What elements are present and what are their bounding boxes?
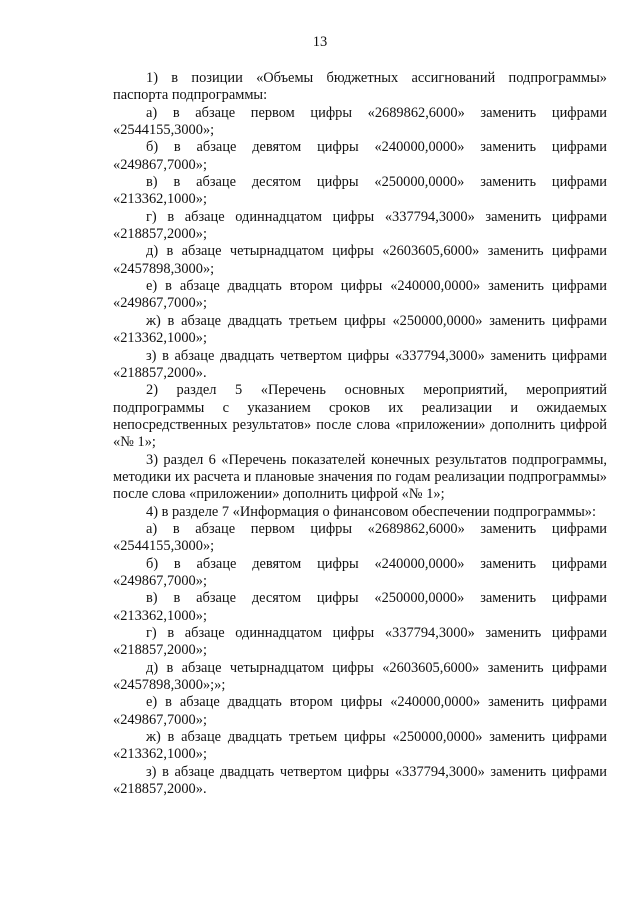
paragraph-item-4e: д) в абзаце четырнадцатом цифры «2603605,6000» заменить цифрами «2457898,3000»;»; xyxy=(113,659,607,694)
paragraph-item-1a: а) в абзаце первом цифры «2689862,6000» заменить цифрами «2544155,3000»; xyxy=(113,104,607,139)
paragraph-item-1g: ж) в абзаце двадцать третьем цифры «250000,0000» заменить цифрами «213362,1000»; xyxy=(113,312,607,347)
paragraph-item-1: 1) в позиции «Объемы бюджетных ассигнований подпрограммы» паспорта подпрограммы: xyxy=(113,70,607,104)
paragraph-item-1e: д) в абзаце четырнадцатом цифры «2603605,6000» заменить цифрами «2457898,3000»; xyxy=(113,243,607,277)
paragraph-item-1d: г) в абзаце одиннадцатом цифры «337794,3000» заменить цифрами «218857,2000»; xyxy=(113,208,607,243)
page-number: 13 xyxy=(312,34,328,50)
document-body xyxy=(113,70,607,798)
paragraph-item-1c: в) в абзаце десятом цифры «250000,0000» заменить цифрами «213362,1000»; xyxy=(113,174,607,208)
paragraph-item-4: 4) в разделе 7 «Информация о финансовом обеспечении подпрограммы»: xyxy=(146,503,596,520)
paragraph-item-1h: з) в абзаце двадцать четвертом цифры «337794,3000» заменить цифрами «218857,2000». xyxy=(113,347,607,381)
paragraph-item-4g: ж) в абзаце двадцать третьем цифры «250000,0000» заменить цифрами «213362,1000»; xyxy=(113,729,607,763)
paragraph-item-4c: в) в абзаце десятом цифры «250000,0000» заменить цифрами «213362,1000»; xyxy=(113,590,607,624)
paragraph-item-4b: б) в абзаце девятом цифры «240000,0000» заменить цифрами «249867,7000»; xyxy=(113,555,607,589)
paragraph-item-3: 3) раздел 6 «Перечень показателей конечных результатов подпрограммы, методики их расчета и плановые значения по годам реализации подпрограммы» после слова «приложении» дополнить цифрой «№ 1»; xyxy=(113,451,607,503)
paragraph-item-1b: б) в абзаце девятом цифры «240000,0000» заменить цифрами «249867,7000»; xyxy=(113,139,607,173)
paragraph-item-4f: е) в абзаце двадцать втором цифры «240000,0000» заменить цифрами «249867,7000»; xyxy=(113,694,607,728)
paragraph-item-4h: з) в абзаце двадцать четвертом цифры «337794,3000» заменить цифрами «218857,2000». xyxy=(113,763,607,798)
paragraph-item-4d: г) в абзаце одиннадцатом цифры «337794,3000» заменить цифрами «218857,2000»; xyxy=(113,625,607,659)
paragraph-item-4a: а) в абзаце первом цифры «2689862,6000» заменить цифрами «2544155,3000»; xyxy=(113,520,607,555)
paragraph-item-2: 2) раздел 5 «Перечень основных мероприятий, мероприятий подпрограммы с указанием сроков их реализации и ожидаемых непосредственных результатов» после слова «приложении» дополнить цифрой «№ 1»; xyxy=(113,382,607,451)
paragraph-item-1f: е) в абзаце двадцать втором цифры «240000,0000» заменить цифрами «249867,7000»; xyxy=(113,278,607,312)
